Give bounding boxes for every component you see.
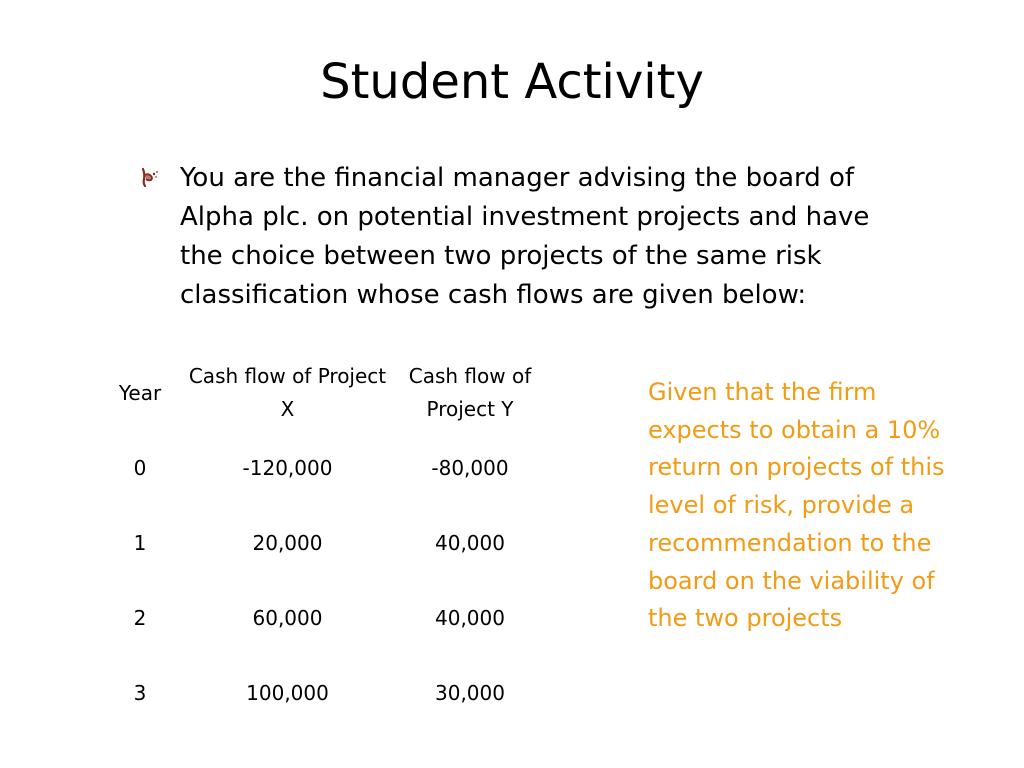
cell-project-x: 100,000	[246, 680, 329, 705]
slide-title: Student Activity	[320, 54, 704, 110]
cell-project-x: 20,000	[252, 530, 323, 555]
cell-project-y: 30,000	[435, 680, 505, 705]
cell-year: 1	[133, 530, 147, 555]
table-row	[100, 655, 545, 730]
header-project-y: Cash flow of Project Y	[408, 364, 532, 421]
header-project-x: Cash flow of Project X	[188, 364, 387, 421]
table-header-row	[100, 356, 545, 430]
instruction-note: Given that the firm expects to obtain a 10% return on projects of this level of risk, provide a recommendation to the board on the viability of the two projects	[648, 378, 945, 633]
ornament-bullet-icon	[140, 166, 162, 188]
cell-year: 0	[133, 455, 147, 480]
cell-project-y: 40,000	[435, 530, 505, 555]
bullet-text: You are the financial manager advising the board of Alpha plc. on potential investment projects and have the choice between two projects of the same risk classification whose cash flows are given below:	[180, 163, 870, 310]
cell-project-x: -120,000	[242, 455, 333, 480]
cell-year: 3	[133, 680, 147, 705]
table-row	[100, 430, 545, 505]
header-year: Year	[118, 380, 162, 405]
cell-project-x: 60,000	[252, 605, 323, 630]
table-row	[100, 505, 545, 580]
cash-flow-table	[100, 356, 545, 730]
cell-project-y: 40,000	[435, 605, 505, 630]
table-row	[100, 580, 545, 655]
cell-project-y: -80,000	[431, 455, 509, 480]
cell-year: 2	[133, 605, 147, 630]
